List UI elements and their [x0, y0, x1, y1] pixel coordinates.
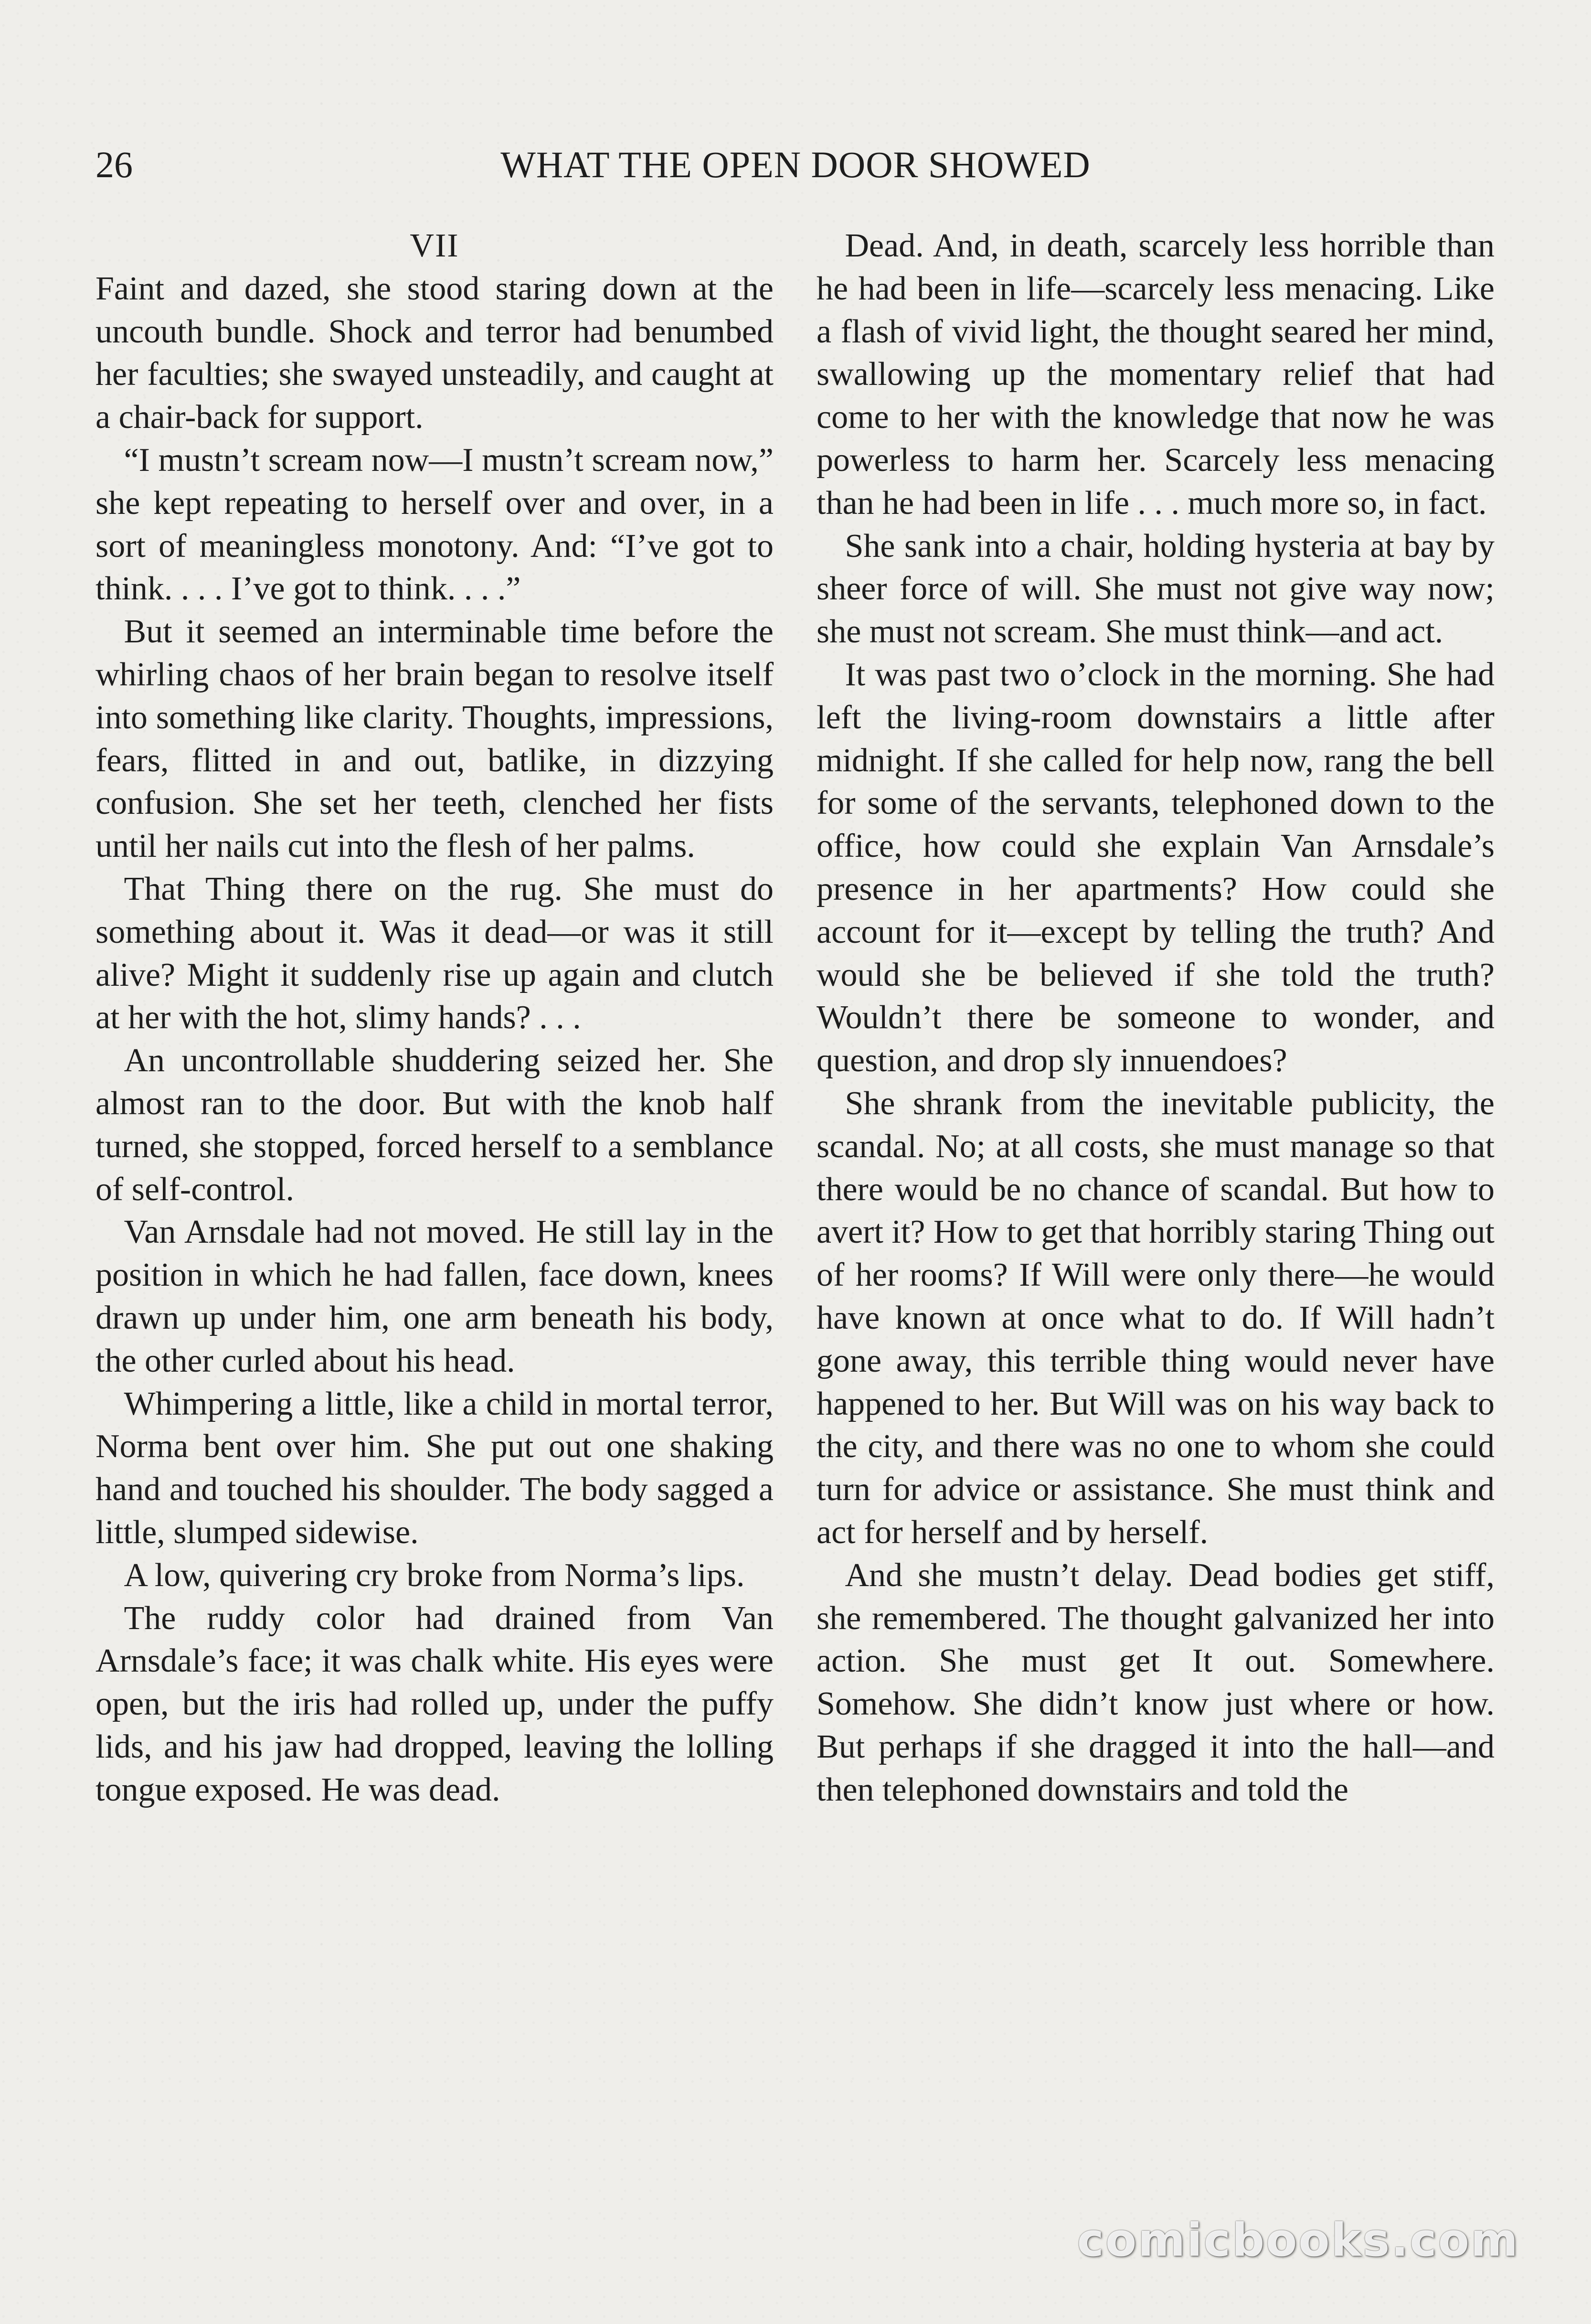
running-title: WHAT THE OPEN DOOR SHOWED: [500, 144, 1091, 185]
section-heading: VII: [410, 227, 459, 264]
paragraph: An uncontrollable shuddering seized her. She almost ran to the door. But with the knob half turned, she stopped, forced herself to a semblance of self-control.: [95, 1042, 774, 1208]
paragraph: “I mustn’t scream now—I mustn’t scream now,” she kept repeating to herself over and over, in a sort of meaningless monotony. And: “I’ve got to think. . . . I’ve got to think. . . .”: [95, 441, 774, 608]
page-number: 26: [95, 144, 133, 185]
paragraph: And she mustn’t delay. Dead bodies get stiff, she remembered. The thought galvanized her into action. She must get It out. Somewhere. Somehow. She didn’t know just where or how. But perhaps if she dragged it into the hall—and then telephoned downstairs and told the: [817, 1556, 1495, 1808]
paragraph: Dead. And, in death, scarcely less horrible than he had been in life—scarcely less menacing. Like a flash of vivid light, the thought seared her mind, swallowing up the momentary relief that had come to her with the knowledge that now he was powerless to harm her. Scarcely less menacing than he had been in life . . . much more so, in fact.: [817, 227, 1495, 522]
paragraph: A low, quivering cry broke from Norma’s lips.: [124, 1556, 745, 1594]
paragraph: The ruddy color had drained from Van Arnsdale’s face; it was chalk white. His eyes were open, but the iris had rolled up, under the puffy lids, and his jaw had dropped, leaving the lolling tongue exposed. He was dead.: [95, 1599, 774, 1808]
paragraph: That Thing there on the rug. She must do something about it. Was it dead—or was it still alive? Might it suddenly rise up again and clutch at her with the hot, slimy hands? . . .: [95, 870, 774, 1036]
paragraph: She shrank from the inevitable publicity, the scandal. No; at all costs, she must manage so that there would be no chance of scandal. But how to avert it? How to get that horribly staring Thing out of her rooms? If Will were only there—he would have known at once what to do. If Will hadn’t gone away, this terrible thing would never have happened to her. But Will was on his way back to the city, and there was no one to whom she could turn for advice or assistance. She must think and act for herself and by herself.: [817, 1085, 1495, 1551]
paragraph: She sank into a chair, holding hysteria at bay by sheer force of will. She must not give way now; she must not scream. She must think—and act.: [817, 527, 1495, 650]
left-column: [95, 224, 774, 1811]
paragraph: Whimpering a little, like a child in mortal terror, Norma bent over him. She put out one shaking hand and touched his shoulder. The body sagged a little, slumped sidewise.: [95, 1385, 774, 1551]
page-header: [95, 139, 1496, 191]
watermark: comicbooks.com: [1077, 2214, 1519, 2267]
paragraph: It was past two o’clock in the morning. She had left the living-room downstairs a little after midnight. If she called for help now, rang the bell for some of the servants, telephoned down to the office, how could she explain Van Arnsdale’s presence in her apartments? How could she account for it—except by telling the truth? And would she be believed if she told the truth? Wouldn’t there be someone to wonder, and question, and drop sly innuendoes?: [817, 656, 1495, 1079]
paragraph: Van Arnsdale had not moved. He still lay in the position in which he had fallen, face down, knees drawn up under him, one arm beneath his body, the other curled about his head.: [95, 1214, 774, 1379]
paragraph: But it seemed an interminable time before the whirling chaos of her brain began to resolve itself into something like clarity. Thoughts, impressions, fears, flitted in and out, batlike, in dizzying confusion. She set her teeth, clenched her fists until her nails cut into the flesh of her palms.: [95, 613, 774, 865]
right-column: [817, 224, 1495, 1811]
paragraph: Faint and dazed, she stood staring down at the uncouth bundle. Shock and terror had benumbed her faculties; she swayed unsteadily, and caught at a chair-back for support.: [95, 270, 774, 436]
